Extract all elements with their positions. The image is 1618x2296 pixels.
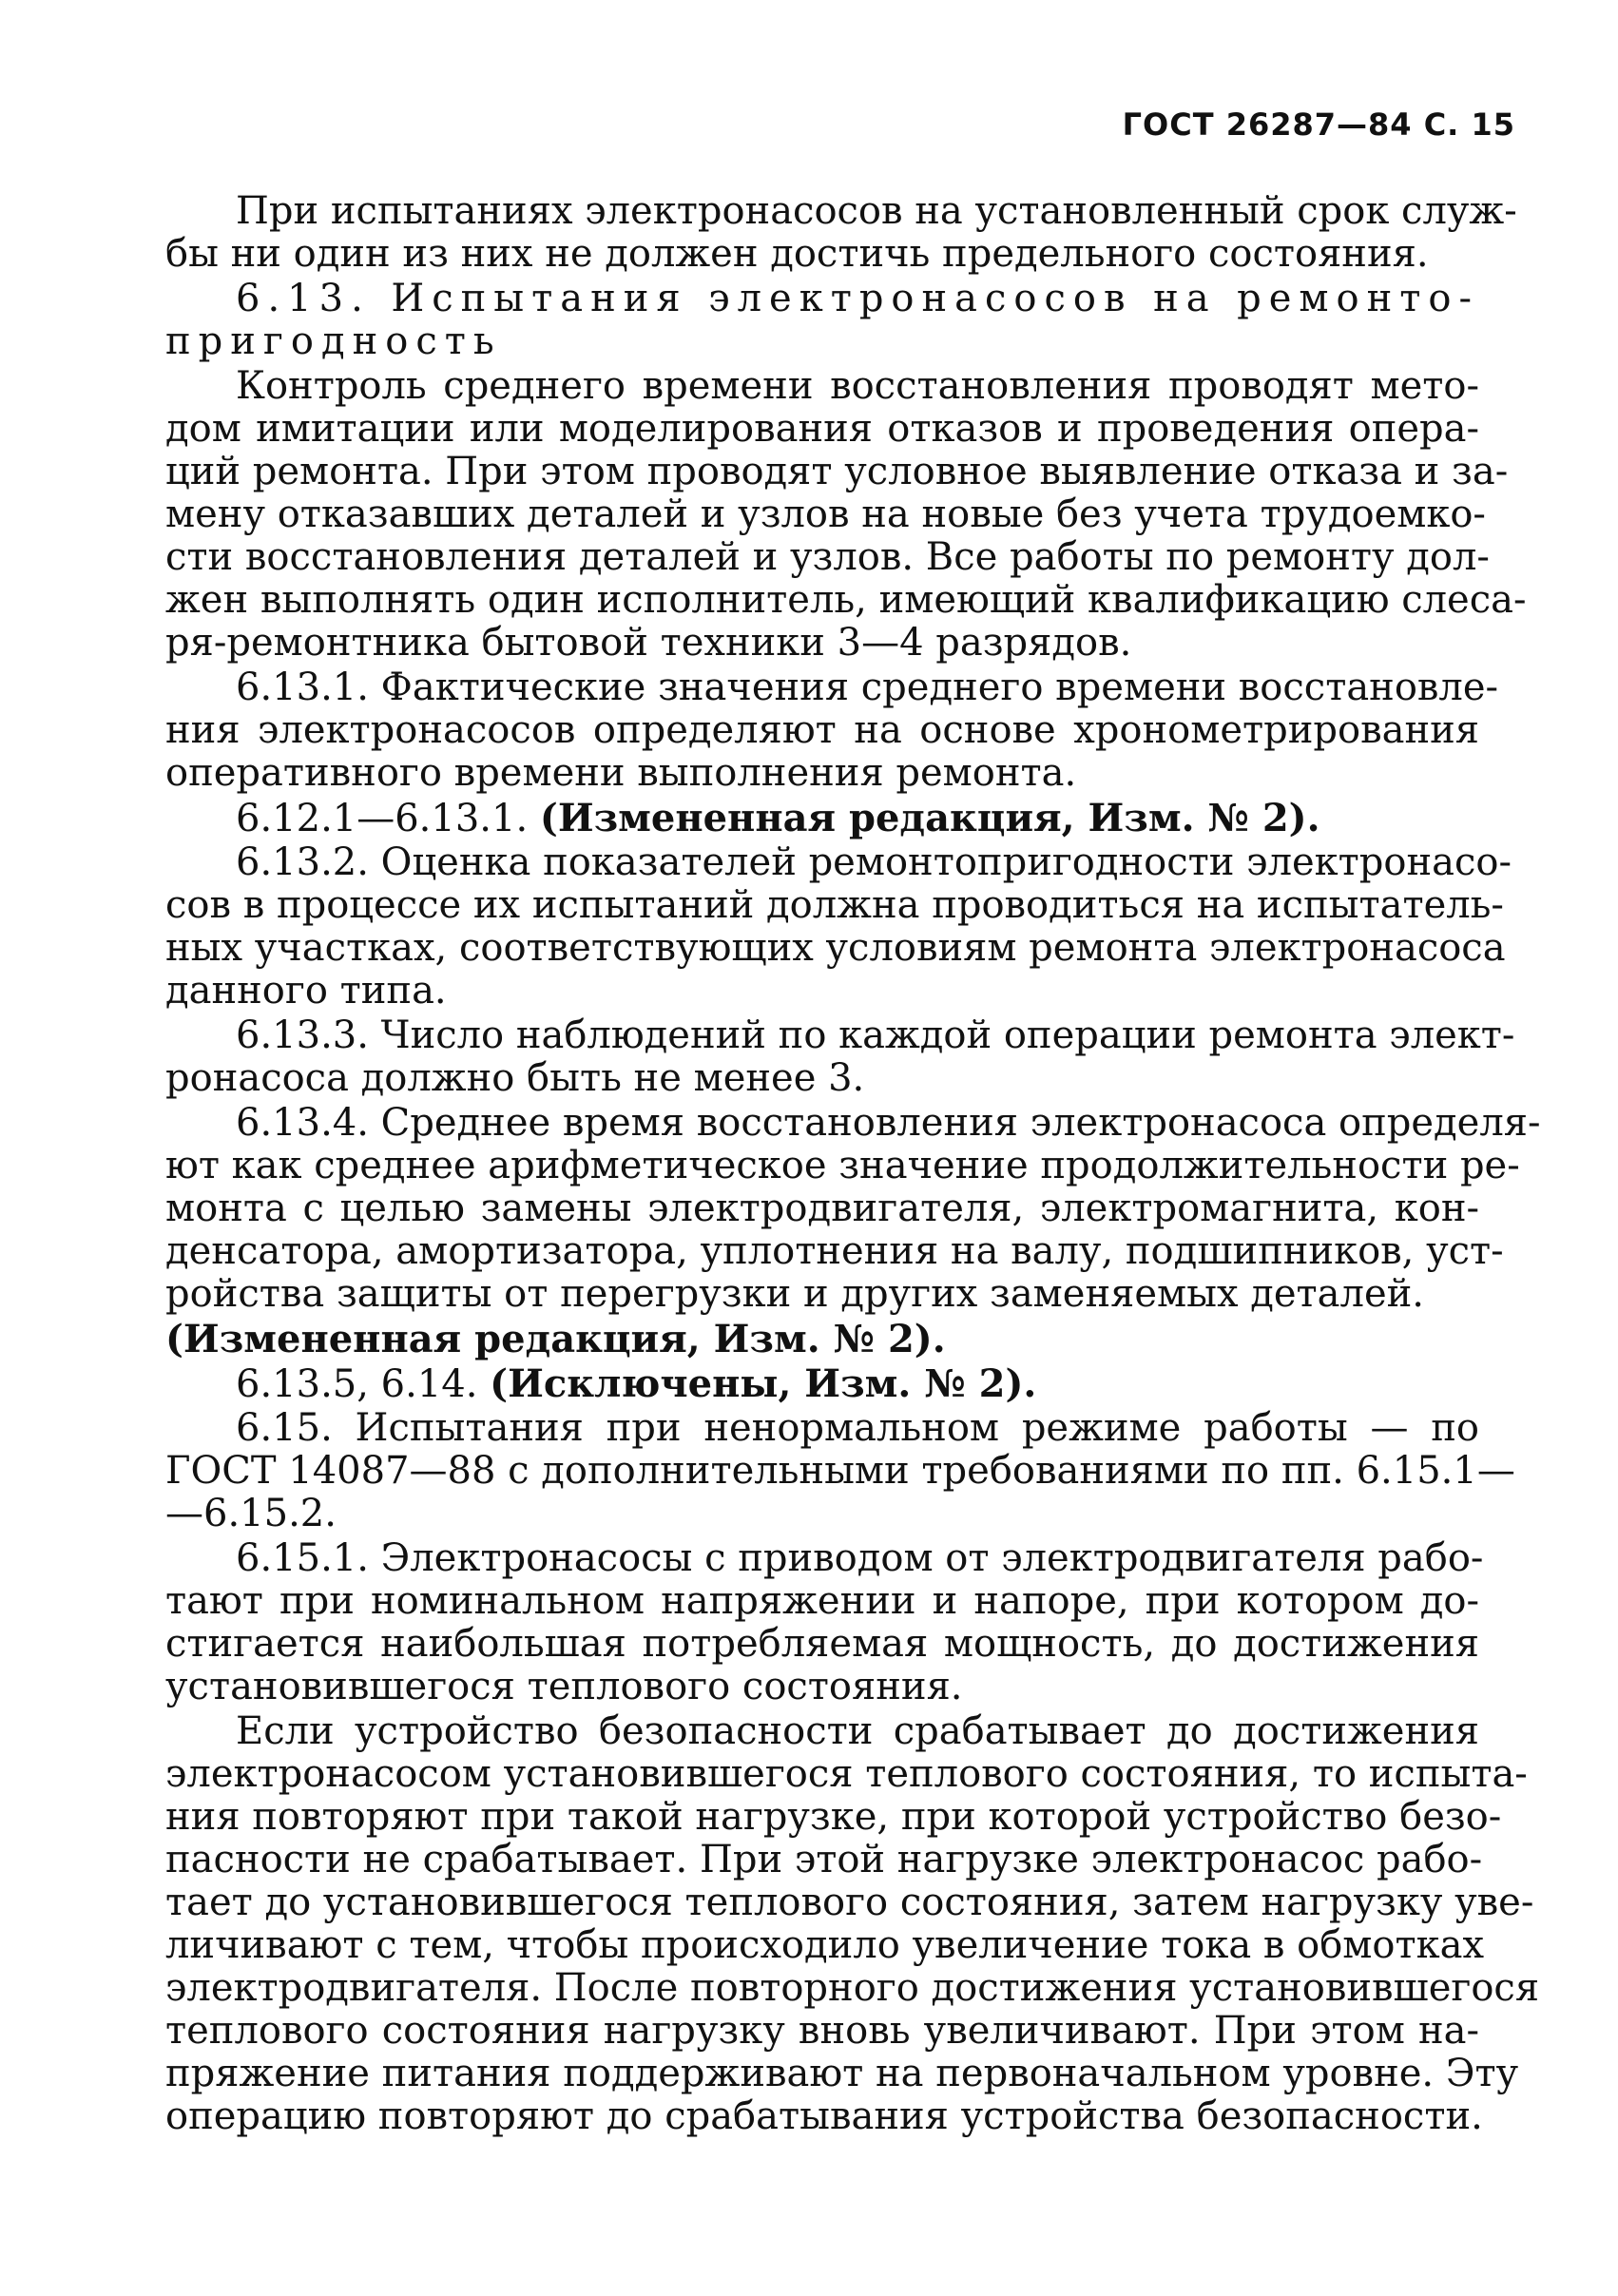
text-line: бы ни один из них не должен достичь предельного состояния.: [165, 232, 1429, 276]
clause-6-13-1: [165, 666, 1499, 795]
text-line: ных участках, соответствующих условиям ремонта электронасоса: [165, 926, 1506, 970]
amendment-note: (Измененная редакция, Изм. № 2).: [539, 796, 1320, 840]
text-line: ций ремонта. При этом проводят условное выявление отказа и за-: [165, 450, 1509, 493]
clause-6-15: [165, 1406, 1515, 1535]
clause-6-13-4: [165, 1101, 1541, 1316]
text-line: ройства защиты от перегрузки и других заменяемых деталей.: [165, 1272, 1424, 1316]
amendment-line: [165, 797, 1479, 839]
document-body: [165, 189, 1541, 2140]
text-line: операцию повторяют до срабатывания устройства безопасности.: [165, 2094, 1483, 2138]
clause-6-13-2: [165, 840, 1512, 1013]
exclusion-note: (Исключены, Изм. № 2).: [490, 1361, 1037, 1406]
text-line: При испытаниях электронасосов на установленный срок служ-: [236, 189, 1517, 233]
text-line: [165, 1362, 1479, 1405]
text-line: 6.15.1. Электронасосы с приводом от электродвигателя рабо-: [236, 1536, 1484, 1580]
text-line: теплового состояния нагрузку вновь увеличивают. При этом на-: [165, 2009, 1479, 2053]
text-line: сов в процессе их испытаний должна проводиться на испытатель-: [165, 883, 1504, 927]
text-line: Если устройство безопасности срабатывает до достижения: [236, 1709, 1479, 1753]
section-heading-6-13: [165, 278, 1479, 363]
section-heading-line: 6.13. Испытания электронасосов на ремонто-: [236, 277, 1479, 320]
amendment-line: (Измененная редакция, Изм. № 2).: [165, 1317, 946, 1361]
amendment-note-6-13-4: [165, 1318, 1479, 1360]
clause-6-13-3: [165, 1013, 1515, 1100]
text-line: стигается наибольшая потребляемая мощность, до достижения: [165, 1622, 1479, 1666]
text-line: пасности не срабатывает. При этой нагрузке электронасос рабо-: [165, 1838, 1483, 1881]
clause-6-15-1: [165, 1536, 1484, 1708]
text-line: ния электронасосов определяют на основе хронометрирования: [165, 708, 1479, 752]
text-line: личивают с тем, чтобы происходило увеличение тока в обмотках: [165, 1923, 1485, 1967]
text-line: электродвигателя. После повторного достижения установившегося: [165, 1966, 1540, 2010]
text-line: ря-ремонтника бытовой техники 3—4 разрядов.: [165, 621, 1132, 665]
text-line: тает до установившегося теплового состояния, затем нагрузку уве-: [165, 1881, 1534, 1924]
excluded-clauses-note: [165, 1362, 1479, 1405]
text-line: установившегося теплового состояния.: [165, 1665, 963, 1708]
text-line: мену отказавших деталей и узлов на новые без учета трудоемко-: [165, 492, 1486, 536]
clause-range: 6.12.1—6.13.1.: [236, 797, 540, 840]
text-line: жен выполнять один исполнитель, имеющий квалификацию слеса-: [165, 578, 1527, 622]
text-line: данного типа.: [165, 969, 447, 1013]
amendment-note-6-12-1: [165, 797, 1479, 839]
text-line: 6.13.3. Число наблюдений по каждой операции ремонта элект-: [236, 1013, 1515, 1057]
text-line: 6.13.1. Фактические значения среднего времени восстановле-: [236, 666, 1499, 709]
text-line: 6.13.2. Оценка показателей ремонтопригодности электронасо-: [236, 840, 1512, 884]
text-line: пряжение питания поддерживают на первоначальном уровне. Эту: [165, 2052, 1519, 2095]
text-line: Контроль среднего времени восстановления проводят мето-: [236, 364, 1479, 408]
text-line: дом имитации или моделирования отказов и проведения опера-: [165, 407, 1479, 451]
text-line: 6.13.4. Среднее время восстановления электронасоса определя-: [236, 1101, 1541, 1145]
paragraph-safety-device: [165, 1709, 1540, 2138]
paragraph-service-life-test: [165, 189, 1517, 276]
paragraph-repair-time-control: [165, 364, 1527, 665]
text-line: 6.15. Испытания при ненормальном режиме работы — по: [236, 1406, 1479, 1450]
text-line: монта с целью замены электродвигателя, электромагнита, кон-: [165, 1187, 1479, 1230]
text-line: оперативного времени выполнения ремонта.: [165, 751, 1077, 795]
clause-numbers: 6.13.5, 6.14.: [236, 1362, 491, 1406]
text-line: ГОСТ 14087—88 с дополнительными требованиями по пп. 6.15.1—: [165, 1449, 1515, 1493]
text-line: тают при номинальном напряжении и напоре, при котором до-: [165, 1579, 1479, 1623]
text-line: —6.15.2.: [165, 1492, 337, 1535]
text-line: денсатора, амортизатора, уплотнения на валу, подшипников, уст-: [165, 1229, 1504, 1273]
text-line: ния повторяют при такой нагрузке, при которой устройство безо-: [165, 1795, 1502, 1839]
text-line: электронасосом установившегося теплового состояния, то испыта-: [165, 1752, 1528, 1796]
text-line: сти восстановления деталей и узлов. Все работы по ремонту дол-: [165, 535, 1490, 579]
text-line: ронасоса должно быть не менее 3.: [165, 1056, 865, 1100]
text-line: ют как среднее арифметическое значение продолжительности ре-: [165, 1144, 1520, 1187]
running-header: ГОСТ 26287—84 С. 15: [1122, 106, 1515, 143]
section-heading-line: пригодность: [165, 319, 502, 363]
